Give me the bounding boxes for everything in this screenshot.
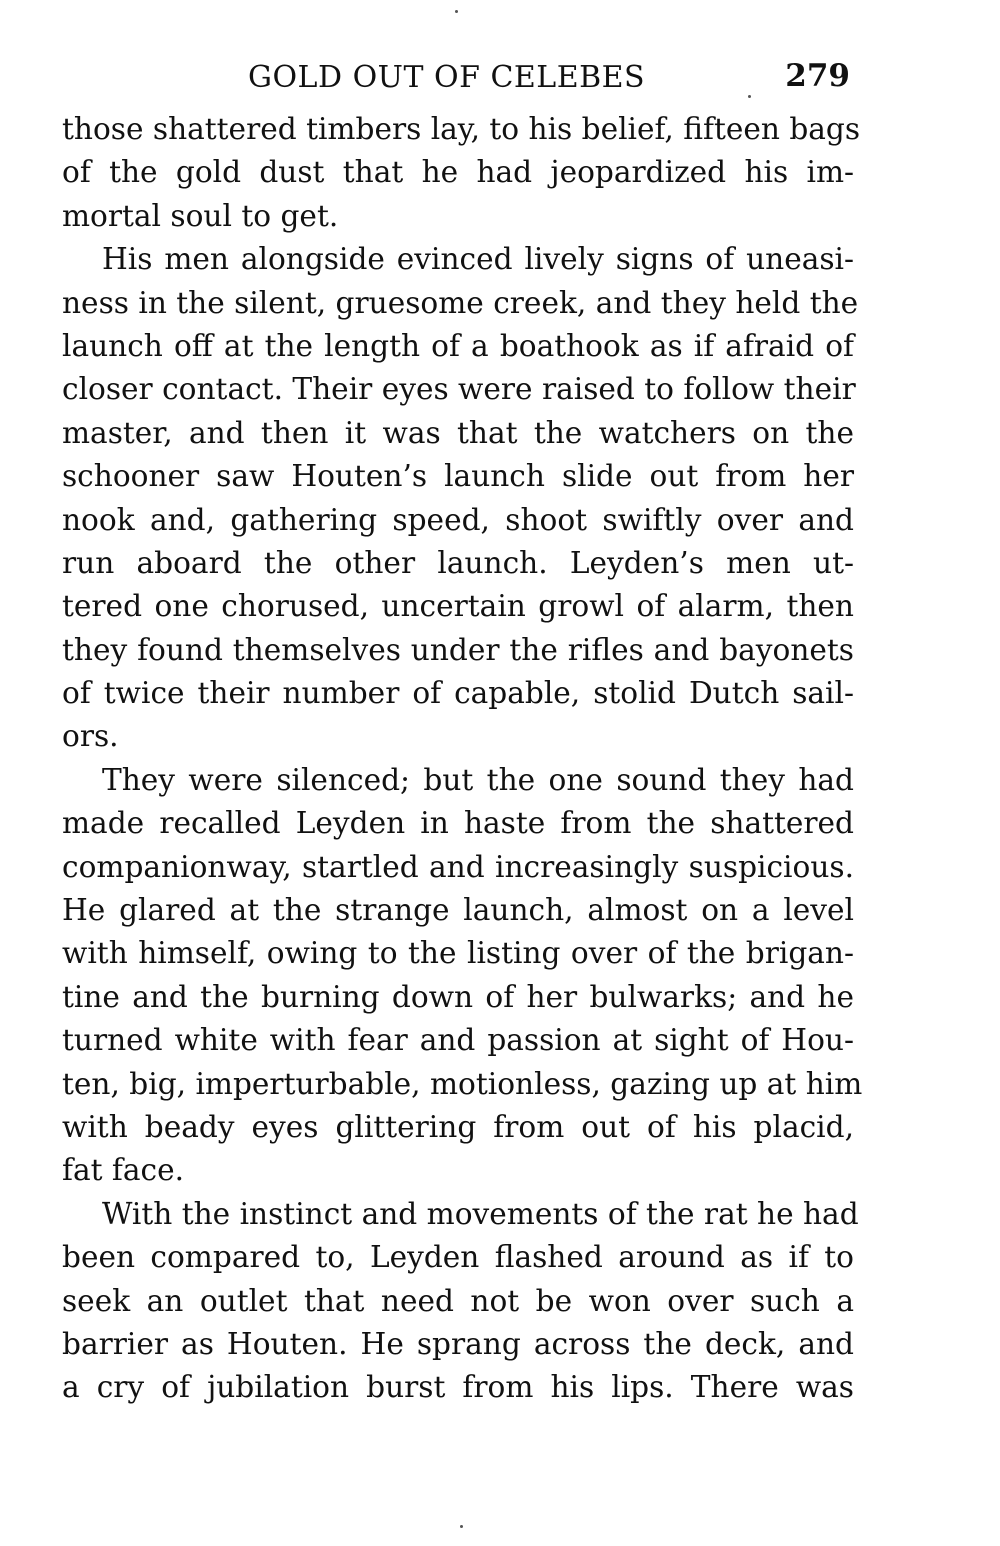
- text-line: With the instinct and movements of the rat he had: [102, 1196, 859, 1231]
- text-line: they found themselves under the rifles and bayonets: [62, 632, 854, 667]
- text-line: seek an outlet that need not be won over such a: [62, 1283, 854, 1318]
- text-line: nook and, gathering speed, shoot swiftly over and: [62, 502, 854, 537]
- text-line: ors.: [62, 719, 119, 754]
- body-text: [62, 108, 863, 1410]
- paragraph: [62, 1193, 859, 1410]
- text-line: barrier as Houten. He sprang across the deck, and: [62, 1326, 854, 1361]
- text-line: master, and then it was that the watchers on the: [62, 415, 854, 450]
- text-line: of twice their number of capable, stolid Dutch sail-: [62, 676, 854, 711]
- paragraph: [62, 759, 863, 1193]
- text-line: schooner saw Houten’s launch slide out from her: [62, 459, 854, 494]
- page-number: 279: [785, 58, 850, 94]
- text-line: a cry of jubilation burst from his lips. There was: [62, 1370, 854, 1405]
- text-line: They were silenced; but the one sound they had: [102, 762, 854, 797]
- running-title: GOLD OUT OF CELEBES: [248, 60, 646, 95]
- text-line: of the gold dust that he had jeopardized his im-: [62, 155, 854, 190]
- text-line: mortal soul to get.: [62, 198, 339, 233]
- text-line: with himself, owing to the listing over of the brigan-: [62, 936, 854, 971]
- text-line: ness in the silent, gruesome creek, and they held the: [62, 285, 859, 320]
- text-line: His men alongside evinced lively signs of uneasi-: [102, 242, 854, 277]
- text-line: run aboard the other launch. Leyden’s men ut-: [62, 545, 854, 580]
- text-line: closer contact. Their eyes were raised to follow their: [62, 372, 856, 407]
- text-line: those shattered timbers lay, to his belief, fifteen bags: [62, 112, 861, 146]
- speck: [455, 10, 458, 13]
- text-line: He glared at the strange launch, almost on a level: [62, 893, 854, 928]
- text-line: tered one chorused, uncertain growl of alarm, then: [62, 589, 854, 624]
- text-line: made recalled Leyden in haste from the shattered: [62, 806, 854, 841]
- text-line: companionway, startled and increasingly suspicious.: [62, 849, 854, 884]
- paragraph: [62, 238, 859, 759]
- text-line: with beady eyes glittering from out of his placid,: [62, 1109, 854, 1144]
- speck: [460, 1525, 463, 1528]
- text-line: tine and the burning down of her bulwarks; and he: [62, 979, 854, 1014]
- text-line: turned white with fear and passion at sight of Hou-: [62, 1023, 854, 1058]
- paragraph: [62, 108, 861, 238]
- text-line: been compared to, Leyden flashed around as if to: [62, 1240, 854, 1275]
- text-line: launch off at the length of a boathook as if afraid of: [62, 328, 854, 363]
- text-line: ten, big, imperturbable, motionless, gazing up at him: [62, 1066, 863, 1101]
- text-line: fat face.: [62, 1153, 184, 1188]
- running-head: [62, 52, 854, 108]
- book-page: [62, 52, 863, 1410]
